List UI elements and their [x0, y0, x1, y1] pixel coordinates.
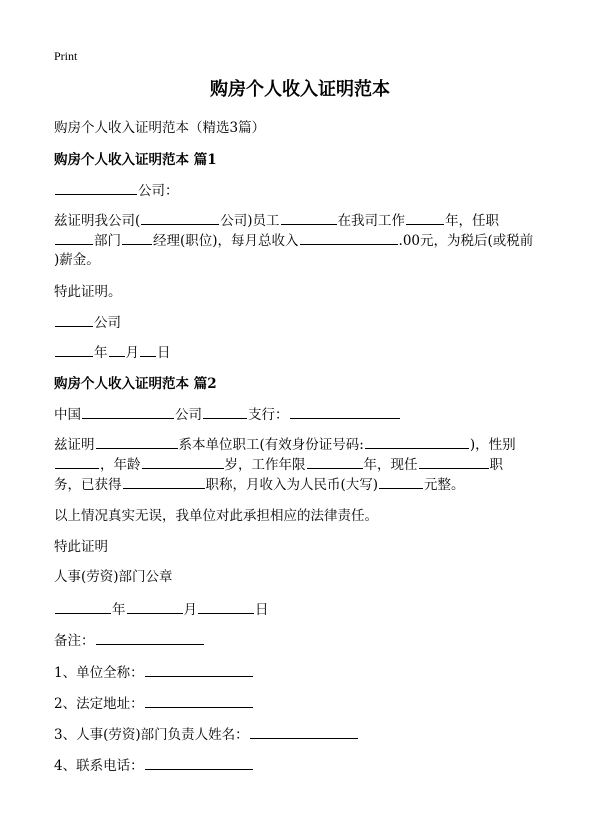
item2-label: 2、法定地址：: [54, 696, 144, 712]
blank-year[interactable]: [55, 342, 93, 357]
blank-phone[interactable]: [145, 755, 253, 770]
date-month-label: 月: [183, 602, 197, 618]
item3-label: 3、人事(劳资)部门负责人姓名：: [54, 727, 249, 743]
blank-income-amount[interactable]: [379, 474, 423, 489]
bank-text: 公司: [175, 407, 202, 423]
blank-address[interactable]: [145, 693, 253, 708]
blank-remark[interactable]: [96, 630, 204, 645]
print-label: Print: [54, 49, 78, 63]
blank-income[interactable]: [300, 230, 398, 245]
cert-text: 年，现任: [363, 457, 418, 473]
blank-day[interactable]: [198, 599, 254, 614]
item4-label: 4、联系电话：: [54, 758, 144, 774]
body-text: 部门: [94, 233, 121, 249]
section2-cert-line2: [54, 454, 503, 475]
blank-title[interactable]: [123, 474, 205, 489]
bank-text: 支行：: [248, 407, 289, 423]
date-year-label: 年: [112, 602, 126, 618]
section2-statement: 以上情况真实无误，我单位对此承担相应的法律责任。: [54, 508, 378, 524]
blank-sign-company[interactable]: [55, 312, 93, 327]
section2-cert-line1: [54, 434, 516, 455]
bank-line: [54, 404, 401, 425]
cert-text: ，年龄: [100, 457, 141, 473]
document-title: 购房个人收入证明范本: [210, 79, 390, 100]
section1-body-line2: [54, 230, 533, 251]
blank-gender[interactable]: [55, 454, 99, 469]
body-text: 经理(职位)，每月总收入: [153, 233, 299, 249]
cert-text: 岁，工作年限: [224, 457, 306, 473]
blank-bank-name[interactable]: [82, 404, 174, 419]
blank-id-number[interactable]: [365, 434, 469, 449]
blank-year[interactable]: [55, 599, 111, 614]
blank-month[interactable]: [127, 599, 183, 614]
section2-date: [54, 599, 269, 620]
date-year-label: 年: [94, 345, 108, 361]
sign-company-label: 公司: [94, 315, 121, 331]
date-day-label: 日: [157, 345, 171, 361]
item2-line: [54, 693, 254, 714]
cert-text: )，性别: [469, 437, 516, 453]
section1-hereby: 特此证明。: [54, 284, 122, 300]
document-subtitle: 购房个人收入证明范本（精选3篇）: [54, 120, 266, 136]
item1-label: 1、单位全称：: [54, 665, 144, 681]
blank-company[interactable]: [141, 210, 219, 225]
cert-text: 兹证明: [54, 437, 95, 453]
section2-hereby: 特此证明: [54, 539, 108, 555]
blank-years[interactable]: [406, 210, 444, 225]
blank-day[interactable]: [140, 342, 156, 357]
blank-branch-company[interactable]: [203, 404, 247, 419]
remark-label: 备注：: [54, 633, 95, 649]
body-text: 公司)员工: [220, 213, 280, 229]
body-text: 兹证明我公司(: [54, 213, 141, 229]
company-line: [54, 180, 179, 201]
section1-heading: 购房个人收入证明范本 篇1: [54, 152, 217, 168]
body-text: 在我司工作: [337, 213, 406, 229]
date-day-label: 日: [255, 602, 269, 618]
section1-body-line1: [54, 210, 499, 231]
section2-cert-line3: [54, 474, 465, 495]
blank-position[interactable]: [122, 230, 152, 245]
bank-text: 中国: [54, 407, 81, 423]
body-text: 年，任职: [445, 213, 500, 229]
body-text: .00元，为税后(或税前: [398, 233, 534, 249]
blank-work-years[interactable]: [307, 454, 363, 469]
cert-text: 职: [489, 457, 503, 473]
blank-department[interactable]: [55, 230, 93, 245]
blank-branch[interactable]: [290, 404, 400, 419]
item3-line: [54, 724, 359, 745]
remark-line: [54, 630, 205, 651]
section1-sign-company: [54, 312, 121, 333]
blank-current-position[interactable]: [419, 454, 489, 469]
section2-seal: 人事(劳资)部门公章: [54, 569, 173, 585]
cert-text: 元整。: [424, 477, 465, 493]
section2-heading: 购房个人收入证明范本 篇2: [54, 376, 217, 392]
blank-month[interactable]: [109, 342, 125, 357]
cert-text: 务，已获得: [54, 477, 122, 493]
company-suffix: 公司：: [138, 183, 179, 199]
blank-person-name[interactable]: [96, 434, 178, 449]
cert-text: 系本单位职工(有效身份证号码:: [178, 437, 364, 453]
blank-employee[interactable]: [281, 210, 337, 225]
cert-text: 职称，月收入为人民币(大写): [205, 477, 379, 493]
section1-body-line3: )薪金。: [54, 252, 100, 268]
blank-company-name[interactable]: [55, 180, 137, 195]
item4-line: [54, 755, 254, 776]
blank-unit-name[interactable]: [145, 662, 253, 677]
blank-hr-name[interactable]: [250, 724, 358, 739]
date-month-label: 月: [125, 345, 139, 361]
item1-line: [54, 662, 254, 683]
blank-age[interactable]: [142, 454, 224, 469]
section1-date: [54, 342, 171, 363]
